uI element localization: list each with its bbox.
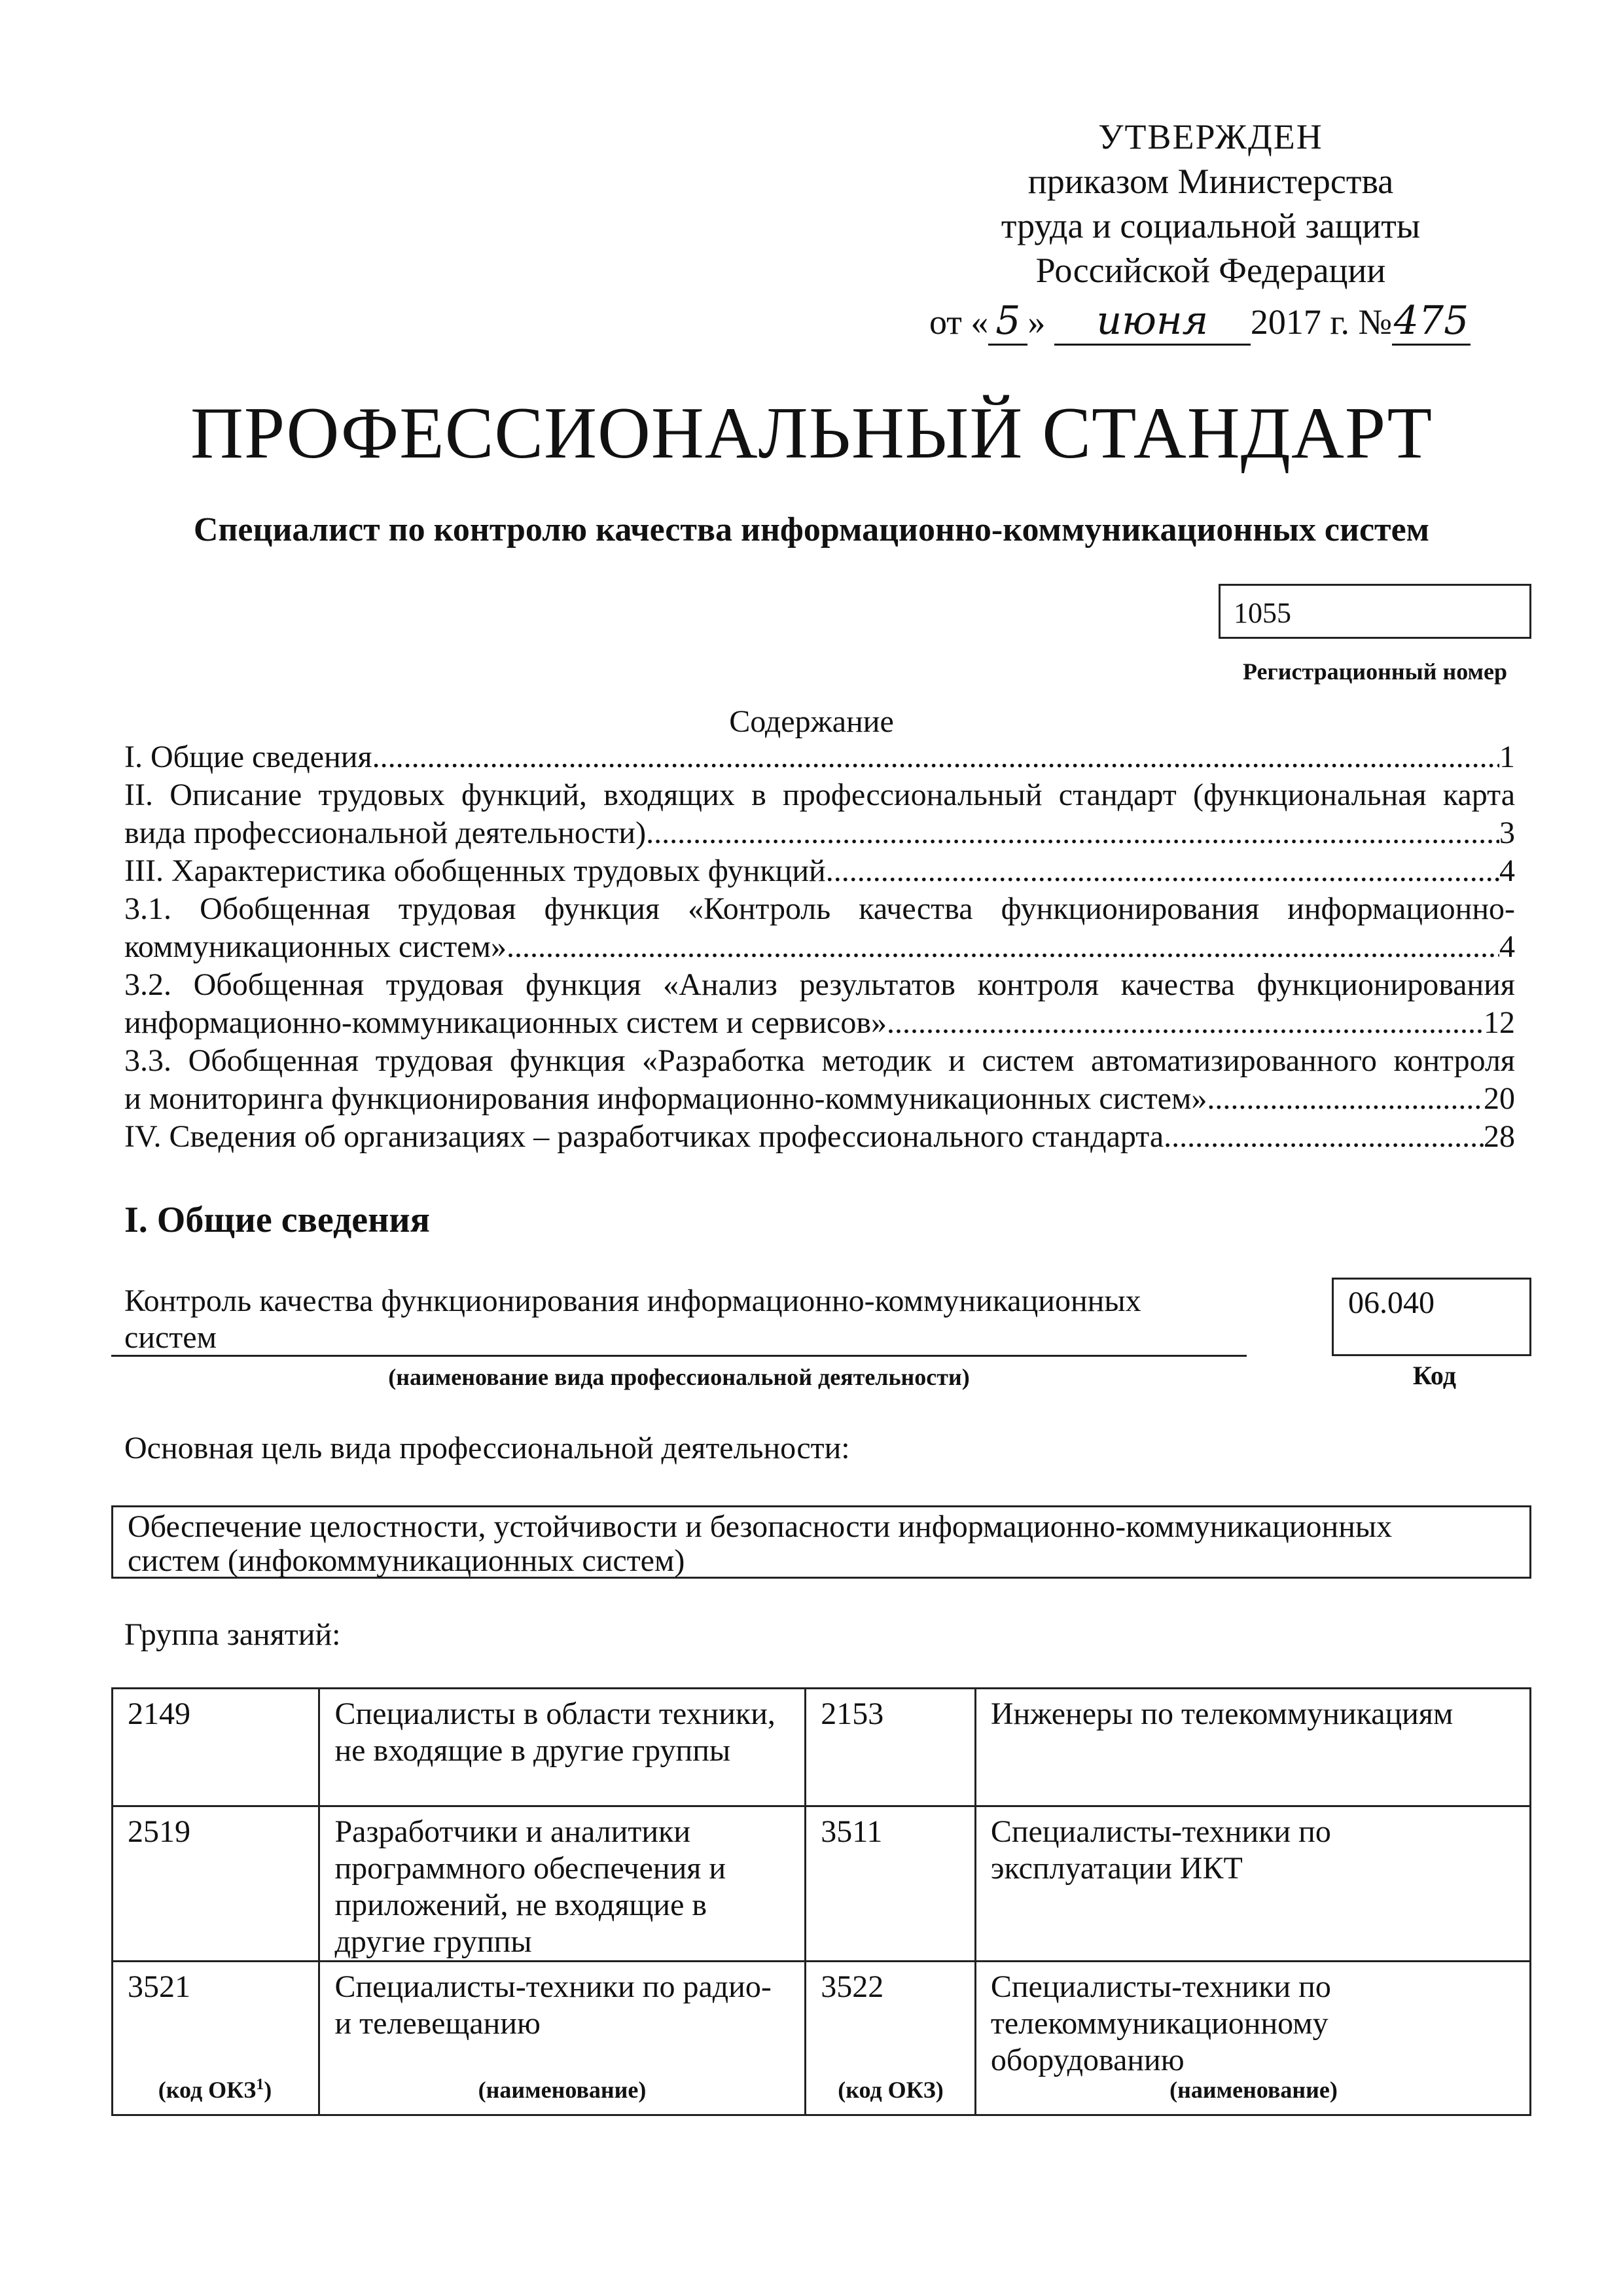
toc-item[interactable] [124,1080,1515,1118]
activity-name-line2: систем [124,1320,217,1355]
toc-item-line1[interactable]: 3.1. Обобщенная трудовая функция «Контроль качества функционирования информационно- [124,891,1515,926]
approval-line-ministry: труда и социальной защиты [1001,206,1421,245]
toc-item[interactable] [124,928,1515,966]
occupation-name-cell: Специалисты-техники по телекоммуникационному оборудованию [975,1962,1530,2115]
occupation-name-cell: Специалисты-техники по эксплуатации ИКТ [975,1806,1530,1962]
okz-code-cell: 2153 [806,1689,976,1806]
goal-line1: Обеспечение целостности, устойчивости и безопасности информационно-коммуникационных [128,1509,1393,1544]
okz-code-cell: 2519 [113,1806,319,1962]
activity-code-box: 06.040 [1332,1278,1531,1356]
toc-item[interactable] [124,814,1515,852]
approval-line-order: приказом Министерства [1027,162,1394,201]
registration-number-box: 1055 [1219,584,1531,639]
toc-item-text: вида профессиональной деятельности) [124,816,647,850]
occupation-group-label: Группа занятий: [124,1617,341,1652]
toc-item-text: коммуникационных систем» [124,929,507,964]
toc-page: 4 [1499,929,1515,964]
toc-page: 1 [1499,740,1515,774]
approval-line-federation: Российской Федерации [1035,251,1386,290]
occupation-name-cell: Инженеры по телекоммуникациям [975,1689,1530,1806]
toc-leader [507,928,1499,966]
caption-okz-code: (код ОКЗ) [838,2077,944,2103]
occupation-table [111,1687,1531,2116]
caption-okz-code [111,2076,319,2104]
okz-code-cell: 3511 [806,1806,976,1962]
footnote-marker[interactable]: 1 [256,2076,264,2093]
caption-okz-code-close: ) [264,2077,272,2103]
section-heading: I. Общие сведения [124,1200,430,1240]
toc-item[interactable] [124,1004,1515,1042]
toc-item-text: информационно-коммуникационных систем и сервисов» [124,1005,887,1040]
toc-leader [1164,1118,1484,1156]
occupation-table-captions [111,2076,1531,2104]
activity-caption: (наименование вида профессиональной деятельности) [388,1364,970,1390]
goal-line2: систем (инфокоммуникационных систем) [128,1543,685,1578]
okz-code-cell: 3521 [113,1962,319,2115]
caption-name: (наименование) [1169,2077,1338,2103]
toc-leader [646,814,1499,852]
toc-item[interactable] [124,852,1515,890]
toc-page: 28 [1484,1119,1515,1154]
activity-code-caption: Код [1412,1361,1456,1390]
date-quote-close: » [1027,302,1046,342]
toc-leader [372,738,1499,776]
document-subtitle: Специалист по контролю качества информационно-коммуникационных систем [193,511,1430,548]
date-year: 2017 г. № [1250,302,1392,342]
handwritten-day: 5 [988,298,1027,346]
goal-label: Основная цель вида профессиональной деятельности: [124,1431,850,1465]
approval-block [890,115,1531,293]
toc-item-line1[interactable]: II. Описание трудовых функций, входящих в профессиональный стандарт (функциональная карта [124,778,1515,812]
activity-name [124,1283,1257,1356]
occupation-name-cell: Разработчики и аналитики программного обеспечения и приложений, не входящие в другие группы [319,1806,806,1962]
toc-page: 20 [1484,1081,1515,1116]
table-row [113,1806,1531,1962]
okz-code-cell: 3522 [806,1962,976,2115]
toc-leader [826,852,1499,890]
goal-box [111,1505,1531,1579]
handwritten-number: 475 [1392,298,1471,346]
approval-title: УТВЕРЖДЕН [1098,117,1323,156]
okz-code-cell: 2149 [113,1689,319,1806]
handwritten-month: июня [1054,298,1251,346]
toc-leader [887,1004,1484,1042]
occupation-name-cell: Специалисты-техники по радио- и телевещанию [319,1962,806,2115]
toc-item-text: IV. Сведения об организациях – разработчиках профессионального стандарта [124,1119,1164,1154]
toc-page: 12 [1484,1005,1515,1040]
toc-page: 4 [1499,853,1515,888]
toc-item-text: I. Общие сведения [124,740,372,774]
toc-item[interactable] [124,1118,1515,1156]
toc-item-line1[interactable]: 3.3. Обобщенная трудовая функция «Разработка методик и систем автоматизированного контроля [124,1043,1515,1078]
toc-item-text: III. Характеристика обобщенных трудовых функций [124,853,826,888]
registration-number-caption: Регистрационный номер [1242,658,1508,685]
toc-item-line1[interactable]: 3.2. Обобщенная трудовая функция «Анализ результатов контроля качества функционирования [124,967,1515,1002]
document-title: ПРОФЕССИОНАЛЬНЫЙ СТАНДАРТ [190,393,1433,474]
caption-name: (наименование) [478,2077,647,2103]
activity-underline [111,1355,1247,1357]
date-prefix: от « [929,302,989,342]
contents-heading: Содержание [729,704,894,739]
occupation-name-cell: Специалисты в области техники, не входящие в другие группы [319,1689,806,1806]
toc-leader [1207,1080,1484,1118]
caption-okz-code-text: (код ОКЗ [158,2077,257,2103]
activity-name-line1: Контроль качества функционирования информационно-коммуникационных [124,1283,1141,1318]
approval-date [929,298,1471,346]
toc-item-text: и мониторинга функционирования информационно-коммуникационных систем» [124,1081,1207,1116]
toc-item[interactable] [124,738,1515,776]
toc-page: 3 [1499,816,1515,850]
table-of-contents [124,738,1515,1156]
table-row [113,1689,1531,1806]
